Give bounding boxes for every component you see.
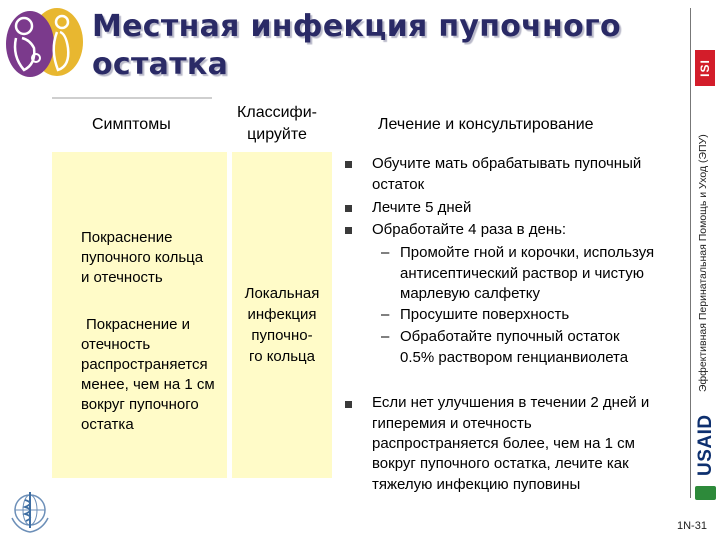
- classification-line-1: Локальная: [244, 285, 320, 302]
- mother-child-logo-icon: [2, 4, 88, 80]
- green-badge-icon: [695, 486, 716, 500]
- symptom-1-line-3: и отечность: [81, 269, 163, 286]
- treatment-item-1-line-2: остаток: [372, 176, 425, 193]
- symptom-2-line-4: менее, чем на 1 см: [81, 376, 215, 393]
- bullet-icon: [345, 205, 352, 212]
- classification-line-3: пупочно-: [251, 327, 313, 344]
- header-classify: [222, 102, 332, 146]
- header-symptoms: Симптомы: [92, 116, 171, 133]
- bullet-icon: [345, 401, 352, 408]
- bullet-icon: [345, 161, 352, 168]
- symptom-1-line-1: Покраснение: [81, 229, 173, 246]
- symptom-2-line-2: отечность: [81, 336, 151, 353]
- symptom-item: [81, 228, 231, 288]
- treatment-sub-3-line-2: 0.5% раствором генцианвиолета: [400, 349, 629, 366]
- classification-line-2: инфекция: [247, 306, 317, 323]
- treatment-item-4-line-1: Если нет улучшения в течении 2 дней и: [372, 394, 650, 411]
- treatment-item-4-line-4: вокруг пупочного остатка, лечите как: [372, 455, 629, 472]
- symptom-2-line-3: распространяется: [81, 356, 208, 373]
- symptom-2-line-6: остатка: [81, 416, 134, 433]
- header-classify-line-1: Классифи-: [237, 104, 317, 121]
- treatment-item-3: Обработайте 4 раза в день:: [372, 221, 567, 238]
- page-title: [92, 8, 652, 84]
- symptom-2-line-5: вокруг пупочного: [81, 396, 199, 413]
- treatment-sub-1-line-1: Промойте гной и корочки, используя: [400, 244, 655, 261]
- treatment-sub-1-line-2: антисептический раствор и чистую: [400, 265, 644, 282]
- symptom-item: [81, 315, 231, 435]
- treatment-item-4-line-5: тяжелую инфекцию пуповины: [372, 476, 581, 493]
- treatment-item-1-line-1: Обучите мать обрабатывать пупочный: [372, 155, 642, 172]
- page-number: 1N-31: [677, 520, 707, 532]
- treatment-item-4-line-3: распространяется более, чем на 1 см: [372, 435, 635, 452]
- usaid-logo: [694, 404, 718, 480]
- treatment-sub-2: Просушите поверхность: [400, 306, 570, 323]
- treatment-sub-3-line-1: Обработайте пупочный остаток: [400, 328, 620, 345]
- symptom-1-line-2: пупочного кольца: [81, 249, 204, 266]
- title-line-2: остатка: [92, 47, 229, 82]
- symptom-2-line-1: Покраснение и: [86, 316, 191, 333]
- bullet-icon: [345, 227, 352, 234]
- who-emblem-icon: [8, 488, 52, 534]
- dash-icon: –: [381, 328, 390, 345]
- title-line-1: Местная инфекция пупочного: [92, 9, 621, 44]
- sidebar-caption: Эффективная Перинатальная Помощь и Уход (ЭПУ): [697, 134, 709, 392]
- header-classify-line-2: цируйте: [247, 126, 307, 143]
- classification-text: [232, 283, 332, 367]
- isi-logo: [695, 50, 715, 86]
- classification-line-4: го кольца: [249, 348, 315, 365]
- dash-icon: –: [381, 306, 390, 323]
- dash-icon: –: [381, 244, 390, 261]
- header-treatment: Лечение и консультирование: [378, 116, 594, 133]
- usaid-logo-text: USAID: [695, 414, 716, 476]
- isi-logo-text: ISI: [697, 59, 712, 77]
- treatment-sub-1-line-3: марлевую салфетку: [400, 285, 541, 302]
- sidebar-divider: [690, 8, 691, 498]
- treatment-item-4-line-2: гиперемия и отечность: [372, 415, 532, 432]
- header-divider: [52, 97, 212, 99]
- treatment-item-2: Лечите 5 дней: [372, 199, 472, 216]
